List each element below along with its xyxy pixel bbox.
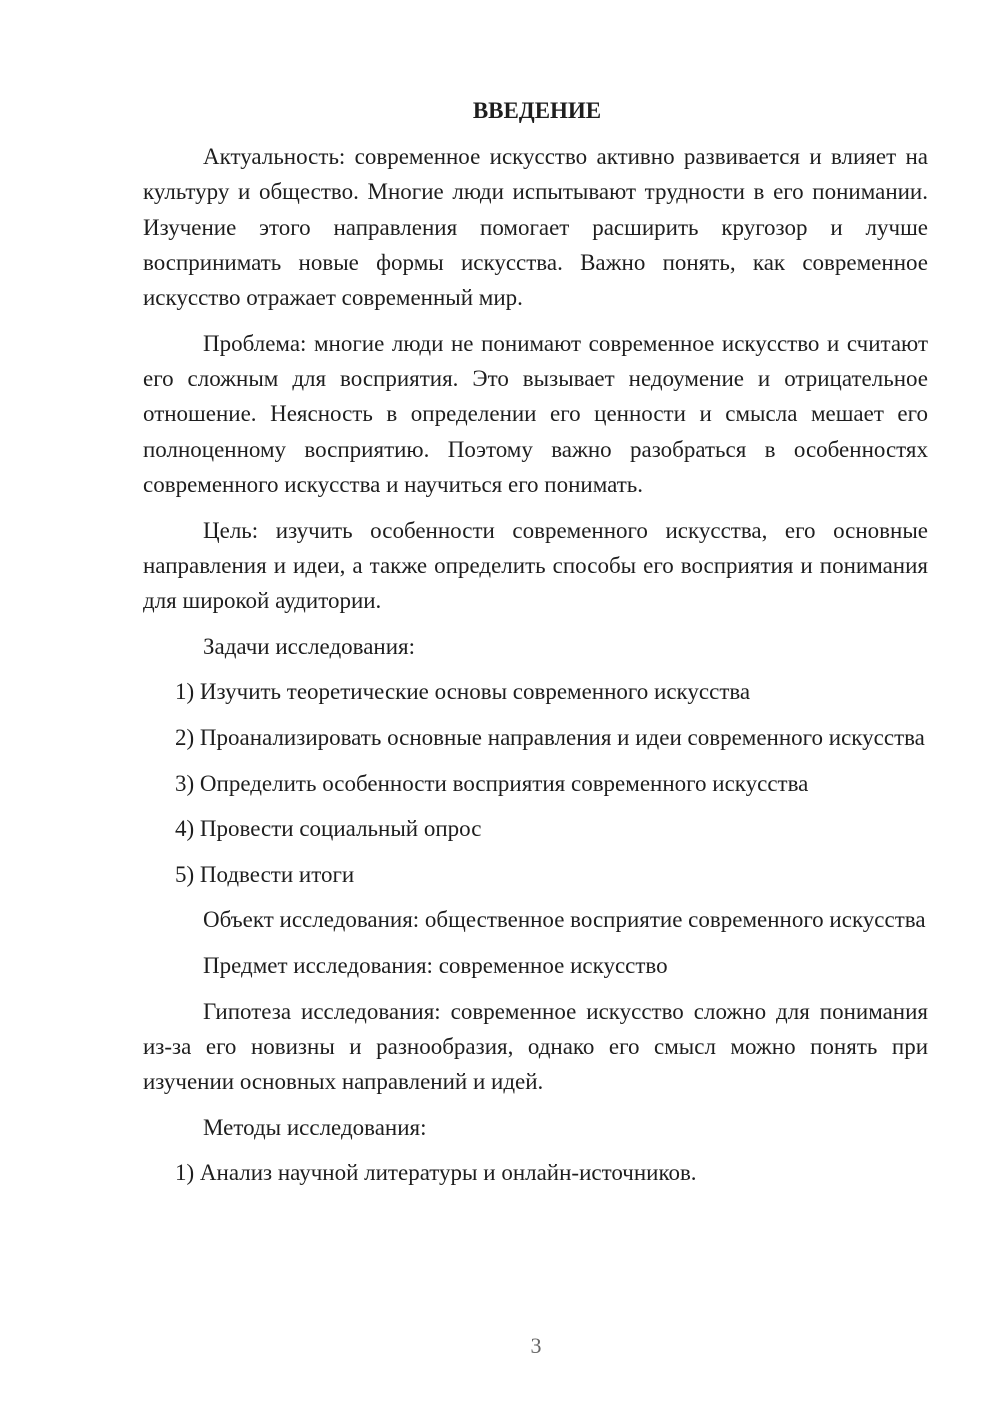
tasks-list — [143, 674, 928, 892]
hypothesis-paragraph: Гипотеза исследования: современное искусство сложно для понимания из-за его новизны и разнообразия, однако его смысл можно понять при изучении основных направлений и идей. — [143, 998, 928, 1095]
section-title: ВВЕДЕНИЕ — [472, 98, 602, 123]
task-item: 1) Изучить теоретические основы современного искусства — [175, 679, 751, 705]
goal-paragraph: Цель: изучить особенности современного искусства, его основные направления и идеи, а также определить способы его восприятия и понимания для широкой аудитории. — [143, 517, 928, 614]
page-content — [143, 93, 928, 1201]
object-paragraph: Объект исследования: общественное восприятие современного искусства — [203, 907, 926, 933]
page-number: 3 — [530, 1333, 542, 1358]
method-item: 1) Анализ научной литературы и онлайн-источников. — [175, 1160, 697, 1186]
problem-paragraph: Проблема: многие люди не понимают современное искусство и считают его сложным для восприятия. Это вызывает недоумение и отрицательное отношение. Неясность в определении его ценности и смысла мешает его полноценному восприятию. Поэтому важно разобраться в особенностях современного искусства и научиться его понимать. — [143, 330, 928, 497]
methods-list — [143, 1155, 928, 1190]
task-item: 3) Определить особенности восприятия современного искусства — [175, 770, 809, 796]
relevance-paragraph: Актуальность: современное искусство активно развивается и влияет на культуру и общество. Многие люди испытывают трудности в его понимании. Изучение этого направления помогает расширить кругозор и лучше воспринимать новые формы искусства. Важно понять, как современное искусство отражает современный мир. — [143, 144, 928, 311]
task-item: 4) Провести социальный опрос — [175, 816, 482, 842]
subject-paragraph: Предмет исследования: современное искусство — [203, 952, 668, 978]
task-item: 2) Проанализировать основные направления и идеи современного искусства — [175, 724, 925, 750]
tasks-heading: Задачи исследования: — [203, 633, 416, 659]
task-item: 5) Подвести итоги — [175, 861, 355, 887]
methods-heading: Методы исследования: — [203, 1114, 427, 1140]
